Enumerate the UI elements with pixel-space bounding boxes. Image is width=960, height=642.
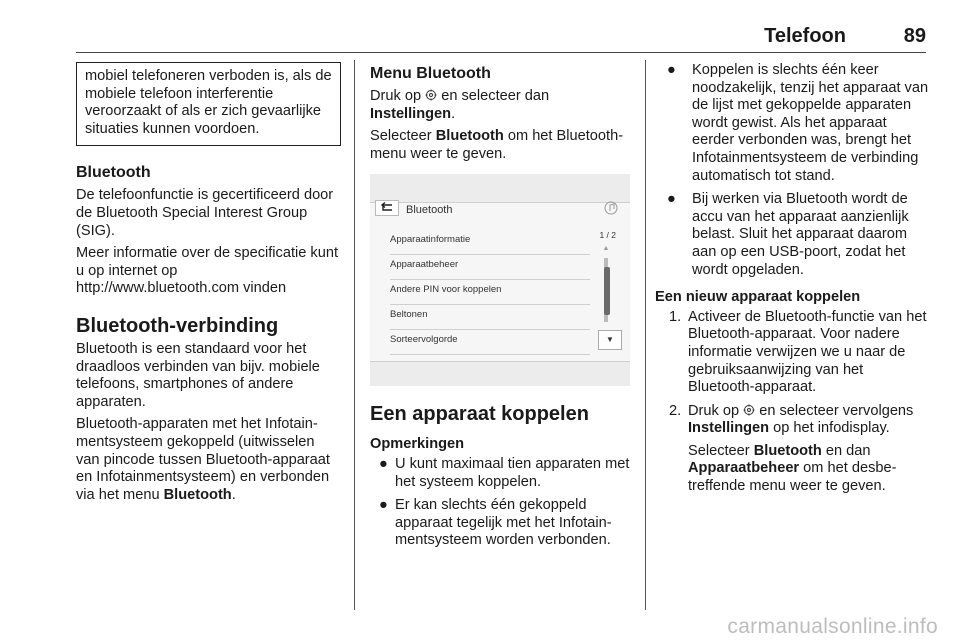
notes-label: Opmerkingen <box>370 436 465 453</box>
new-device-heading: Een nieuw apparaat koppelen <box>655 289 861 306</box>
column-3 <box>655 62 930 502</box>
column-divider-2 <box>645 60 646 610</box>
bluetooth-connection-heading: Bluetooth-verbinding <box>76 314 279 337</box>
bluetooth-paragraph-2: Meer informatie over de specificatie kunt u op internet op http://www.bluetooth.com vinden <box>76 245 338 297</box>
section-title: Telefoon <box>764 25 846 47</box>
music-note-icon <box>604 201 618 215</box>
list-item: ● Er kan slechts één gekoppeld apparaat tegelijk met het Infotainmentsysteem worden verbonden. <box>379 497 612 549</box>
step-item: 2. Druk op en selecteer vervolgens Instellingen op het infodisplay. Selecteer Bluetooth en dan Apparaatbeheer om het desbetreffende menu weer te geven. <box>669 402 914 495</box>
screen-page-indicator: 1 / 2 <box>599 230 616 241</box>
page-header <box>76 25 926 52</box>
watermark: carmanualsonline.info <box>727 615 938 639</box>
note-text: mobiel telefoneren verboden is, als de mobiele telefoon interferentie veroorzaakt of als er zich gevaarlijke situaties kunnen voordoen. <box>85 68 332 137</box>
connection-paragraph-1: Bluetooth is een standaard voor het draadloos verbinden van bijv. mobiele telefoons, smartphones of andere apparaten. <box>76 340 320 410</box>
settings-icon <box>743 404 755 416</box>
menu-bluetooth-heading: Menu Bluetooth <box>370 65 491 82</box>
column-1 <box>76 62 341 509</box>
pairing-notes-list <box>655 62 930 279</box>
steps-list <box>655 309 930 496</box>
screen-menu-item: Sorteervolgorde <box>390 330 590 355</box>
bluetooth-paragraph-1: De telefoonfunctie is gecertificeerd door de Bluetooth Special Interest Group (SIG). <box>76 187 334 239</box>
page-number: 89 <box>903 25 926 47</box>
bluetooth-menu-screenshot <box>370 174 630 386</box>
column-divider-1 <box>354 60 355 610</box>
screen-menu-item: Apparaatbeheer <box>390 255 590 280</box>
note-box <box>76 62 341 146</box>
connection-paragraph-2: Bluetooth-apparaten met het Infotainmentsysteem gekoppeld (uitwisselen van pincode tussen Bluetooth-apparaat en Infotainmentsysteem) en verbonden via het menu Bluetooth. <box>76 416 330 503</box>
screen-title: Bluetooth <box>406 204 453 217</box>
bluetooth-heading: Bluetooth <box>76 164 151 182</box>
pair-device-heading: Een apparaat koppelen <box>370 403 589 426</box>
settings-icon <box>425 89 437 101</box>
column-2 <box>370 62 632 556</box>
notes-list <box>370 456 632 550</box>
step-item: 1. Activeer de Bluetooth-functie van het Bluetooth-apparaat. Voor nadere informatie verwijzen we u naar de gebruiksaanwijzing van het Bluetooth-apparaat. <box>669 308 927 396</box>
list-item: ● Bij werken via Bluetooth wordt de accu van het apparaat aanzienlijk belast. Sluit het apparaat daarom aan op een USB-poort, zodat het wordt opgeladen. <box>667 191 909 278</box>
screen-menu-item: Apparaatinformatie <box>390 230 590 255</box>
menu-paragraph-2: Selecteer Bluetooth om het Bluetooth-menu weer te geven. <box>370 128 624 162</box>
scroll-down-icon: ▼ <box>598 330 622 350</box>
screen-menu-item: Andere PIN voor koppelen <box>390 280 590 305</box>
screen-menu-list <box>390 230 590 355</box>
list-item: ● Koppelen is slechts één keer noodzakelijk, tenzij het apparaat van de lijst met gekoppelde apparaten wordt gewist. Als het apparaat eerder verbonden was, brengt het Infotainmentsysteem de verbinding automatisch tot stand. <box>667 62 929 184</box>
scroll-up-icon: ▲ <box>602 245 610 253</box>
back-icon <box>375 200 399 216</box>
screen-menu-item: Beltonen <box>390 305 590 330</box>
header-divider <box>76 52 926 53</box>
scroll-thumb <box>604 267 610 315</box>
menu-paragraph-1: Druk op en selecteer dan Instellingen. <box>370 88 550 122</box>
list-item: ● U kunt maximaal tien apparaten met het systeem koppelen. <box>379 455 630 490</box>
